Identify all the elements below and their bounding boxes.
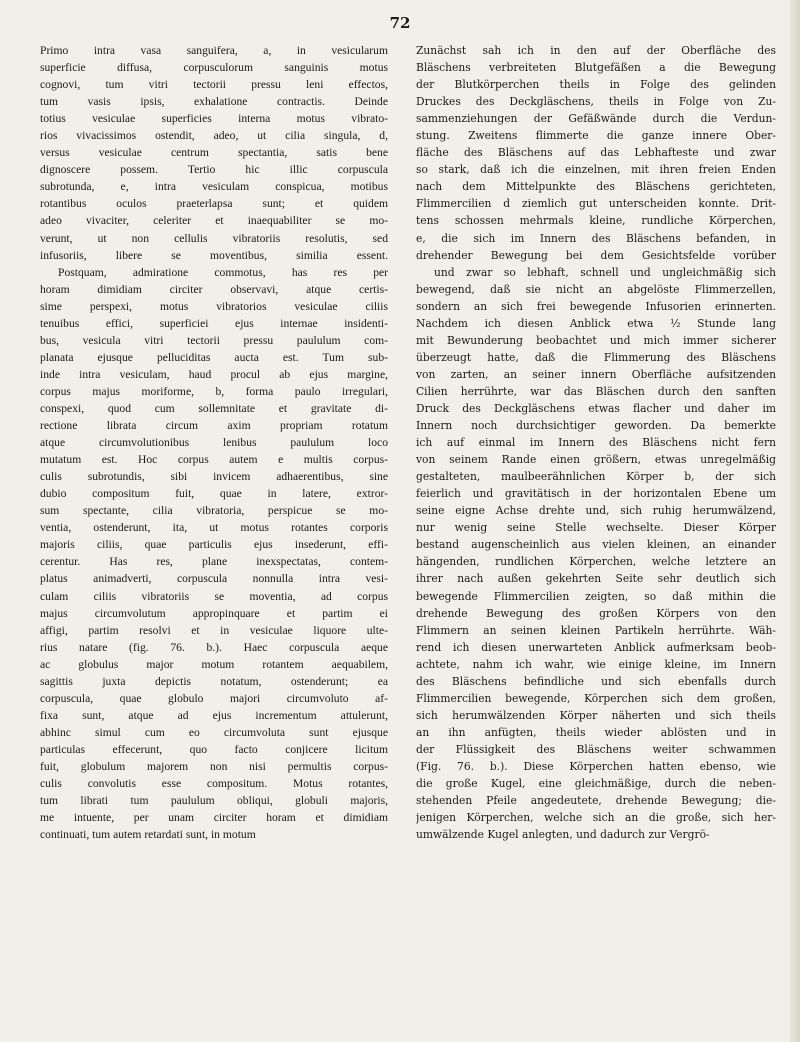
text-line: rios vivacissimos ostendit, adeo, ut cilia singula, d, xyxy=(40,129,388,143)
text-line: bewegend, daß sie nicht an abgelöste Flimmerzellen, xyxy=(416,282,776,296)
text-line: stehenden Pfeile angedeutete, drehende Bewegung; die- xyxy=(416,794,776,808)
text-line: überzeugt hatte, daß die Flimmerung des Bläschens xyxy=(416,350,776,364)
text-line: mutatum est. Hoc corpus autem e multis corpus- xyxy=(40,453,388,467)
text-line: ac globulus major motum rotantem aequabilem, xyxy=(40,657,388,671)
text-line: rectione librata circum axim propriam rotatum xyxy=(40,419,388,433)
german-text-column xyxy=(416,42,776,1032)
text-line: sagittis juxta depictis notatum, ostenderunt; ea xyxy=(40,674,388,688)
text-line: Primo intra vasa sanguifera, a, in vesicularum xyxy=(40,44,388,57)
text-line: abhinc simul cum eo circumvoluta sunt ejusque xyxy=(40,725,388,739)
text-line: majoris ciliis, quae particulis ejus insederunt, effi- xyxy=(40,538,388,552)
text-line: conspexi, quod cum sollemnitate et gravitate di- xyxy=(40,401,388,415)
latin-text-column xyxy=(40,42,388,1032)
text-line: Postquam, admiratione commotus, has res per xyxy=(58,265,388,279)
text-line: inde intra vesiculam, haud procul ab ejus margine, xyxy=(40,367,388,381)
text-line: Nachdem ich diesen Anblick etwa ½ Stunde lang xyxy=(416,316,776,330)
text-line: atque circumvolutionibus lenibus paululum loco xyxy=(40,436,388,450)
page-edge-shadow xyxy=(790,0,800,1042)
text-line: bus, vesicula vitri tectorii pressu paululum com- xyxy=(40,333,388,347)
text-line: (Fig. 76. b.). Diese Körperchen hatten ebenso, wie xyxy=(416,759,776,773)
text-line: seine eigne Achse drehte und, sich ruhig herumwälzend, xyxy=(416,504,776,518)
text-line: corpuscula, quae globulo majori circumvoluto af- xyxy=(40,691,388,705)
text-line: fixa sunt, atque ad ejus incrementum attulerunt, xyxy=(40,708,388,722)
text-line: culis subrotundis, sibi invicem adhaerentibus, sine xyxy=(40,470,388,484)
text-line: Bläschens verbreiteten Blutgefäßen a die Bewegung xyxy=(416,61,776,75)
text-line: rotantibus oculos praeterlapsa sunt; et quidem xyxy=(40,197,388,211)
text-line: sammenziehungen der Gefäßwände durch die Verdun- xyxy=(416,112,776,126)
text-line: Flimmercilien bewegende, Körperchen sich dem großen, xyxy=(416,691,776,705)
text-line: bestand augenscheinlich aus vielen kleinen, an einander xyxy=(416,538,776,552)
text-line: jenigen Körperchen, welche sich an die große, sich her- xyxy=(416,811,776,825)
text-line: Druck des Deckgläschens etwas flacher und daher im xyxy=(416,401,776,415)
text-line: fläche des Bläschens auf das Lebhafteste und zwar xyxy=(416,146,776,160)
text-line: platus animadverti, corpuscula nonnulla intra vesi- xyxy=(40,572,388,586)
text-line: totius vesiculae superficies interna motus vibrato- xyxy=(40,112,388,126)
text-line: sime perspexi, motus vibratorios vesiculae ciliis xyxy=(40,299,388,313)
text-line: cognovi, tum vitri tectorii pressu leni effectos, xyxy=(40,78,388,92)
text-line: so stark, daß ich die einzelnen, mit ihren freien Enden xyxy=(416,163,776,177)
text-line: fuit, globulum majorem non nisi permultis corpus- xyxy=(40,759,388,773)
text-line: versus vesiculae centrum spectantia, satis bene xyxy=(40,146,388,160)
text-line: dubio compositum fuit, quae in latere, extror- xyxy=(40,487,388,501)
text-line: Druckes des Deckgläschens, theils in Folge von Zu- xyxy=(416,95,776,109)
text-line: drehender Bewegung bei dem Gesichtsfelde vorüber xyxy=(416,248,776,262)
text-line: dignoscere possem. Tertio hic illic corpuscula xyxy=(40,163,388,177)
text-line: nach dem Mittelpunkte des Bläschens gerichteten, xyxy=(416,180,776,194)
text-line: verunt, ut non cellulis vibratoriis resolutis, sed xyxy=(40,231,388,245)
text-line: infusoriis, libere se moventibus, similia essent. xyxy=(40,248,388,262)
text-line: corpus majus moriforme, b, forma paulo irregulari, xyxy=(40,384,388,398)
text-line: rend ich diesen unerwarteten Anblick aufmerksam beob- xyxy=(416,640,776,654)
text-line: ich auf einmal im Innern des Bläschens nicht fern xyxy=(416,436,776,450)
text-line: umwälzende Kugel anlegten, und dadurch zur Vergrö- xyxy=(416,828,710,842)
text-line: Cilien herrührte, war das Bläschen durch den sanften xyxy=(416,384,776,398)
text-line: affigi, partim resolvi et in vesiculae liquore ulte- xyxy=(40,623,388,637)
text-line: sum spectante, cilia vibratoria, perspicue se mo- xyxy=(40,504,388,518)
text-line: der Flüssigkeit des Bläschens weiter schwammen xyxy=(416,742,776,756)
text-line: cerentur. Has res, plane inexspectatas, contem- xyxy=(40,555,388,569)
text-line: rius natare (fig. 76. b.). Haec corpuscula aeque xyxy=(40,640,388,654)
page-number: 72 xyxy=(389,14,411,32)
text-line: e, die sich im Innern des Bläschens befanden, in xyxy=(416,231,776,245)
text-line: von seinem Rande einen größern, etwas unregelmäßig xyxy=(416,453,776,467)
text-line: drehende Bewegung des großen Körpers von den xyxy=(416,606,776,620)
text-line: culam ciliis vibratoriis se moventia, ad corpus xyxy=(40,589,388,603)
text-line: von zarten, an seiner innern Oberfläche aufsitzenden xyxy=(416,367,776,381)
text-line: bewegende Flimmercilien zeigten, so daß mithin die xyxy=(416,589,776,603)
text-line: stung. Zweitens flimmerte die ganze innere Ober- xyxy=(416,129,776,143)
text-line: ventia, ostenderunt, ita, ut motus rotantes corporis xyxy=(40,521,388,535)
text-line: ihrer nach außen gekehrten Seite sehr deutlich sich xyxy=(416,572,776,586)
text-line: achtete, nahm ich wahr, wie einige kleine, im Innern xyxy=(416,657,776,671)
text-line: an ihn anfügten, theils wieder ablösten und in xyxy=(416,725,776,739)
text-line: tenuibus effici, superficiei ejus internae insidenti- xyxy=(40,316,388,330)
text-line: superficie diffusa, corpusculorum sanguinis motus xyxy=(40,61,388,75)
text-line: tens schossen mehrmals kleine, rundliche Körperchen, xyxy=(416,214,776,228)
text-line: nur wenig seine Stelle wechselte. Dieser Körper xyxy=(416,521,776,535)
text-line: der Blutkörperchen theils in Folge des gelinden xyxy=(416,78,776,92)
text-line: culis convolutis esse compositum. Motus rotantes, xyxy=(40,777,388,791)
text-line: Flimmercilien d ziemlich gut unterscheiden konnte. Drit- xyxy=(416,197,776,211)
text-line: feierlich und gravitätisch in der horizontalen Ebene um xyxy=(416,487,776,501)
text-line: tum vasis ipsis, exhalatione contractis. Deinde xyxy=(40,95,388,109)
text-line: Zunächst sah ich in den auf der Oberfläche des xyxy=(416,44,776,57)
text-line: mit Bewunderung beobachtet und mich immer sicherer xyxy=(416,333,776,347)
text-line: die große Kugel, eine gleichmäßige, durch die neben- xyxy=(416,777,776,791)
text-line: me intuente, per unam circiter horam et dimidiam xyxy=(40,811,388,825)
text-line: gestalteten, maulbeerähnlichen Körper b, der sich xyxy=(416,470,776,484)
text-line: Innern noch durchsichtiger geworden. Da bemerkte xyxy=(416,419,776,433)
text-line: des Bläschens befindliche und sich ebenfalls durch xyxy=(416,674,776,688)
text-line: und zwar so lebhaft, schnell und ungleichmäßig sich xyxy=(434,265,776,279)
text-line: tum librati tum paululum obliqui, globuli majoris, xyxy=(40,794,388,808)
text-line: sich herumwälzenden Körper näherten und sich theils xyxy=(416,708,776,722)
text-line: hängenden, rundlichen Körperchen, welche letztere an xyxy=(416,555,776,569)
text-line: horam dimidiam circiter observavi, atque certis- xyxy=(40,282,388,296)
text-line: sondern an sich frei bewegende Infusorien erinnerten. xyxy=(416,299,776,313)
text-line: particulas effecerunt, quo facto conjicere licitum xyxy=(40,742,388,756)
text-line: continuati, tum autem retardati sunt, in motum xyxy=(40,828,256,842)
text-line: majus circumvolutum appropinquare et partim ei xyxy=(40,606,388,620)
text-line: subrotunda, e, intra vesiculam conspicua, motibus xyxy=(40,180,388,194)
text-line: Flimmern an seinen kleinen Partikeln herrührte. Wäh- xyxy=(416,623,776,637)
text-line: planata ejusque pelluciditas aucta est. Tum sub- xyxy=(40,350,388,364)
text-line: adeo vivaciter, celeriter et inaequabiliter se mo- xyxy=(40,214,388,228)
